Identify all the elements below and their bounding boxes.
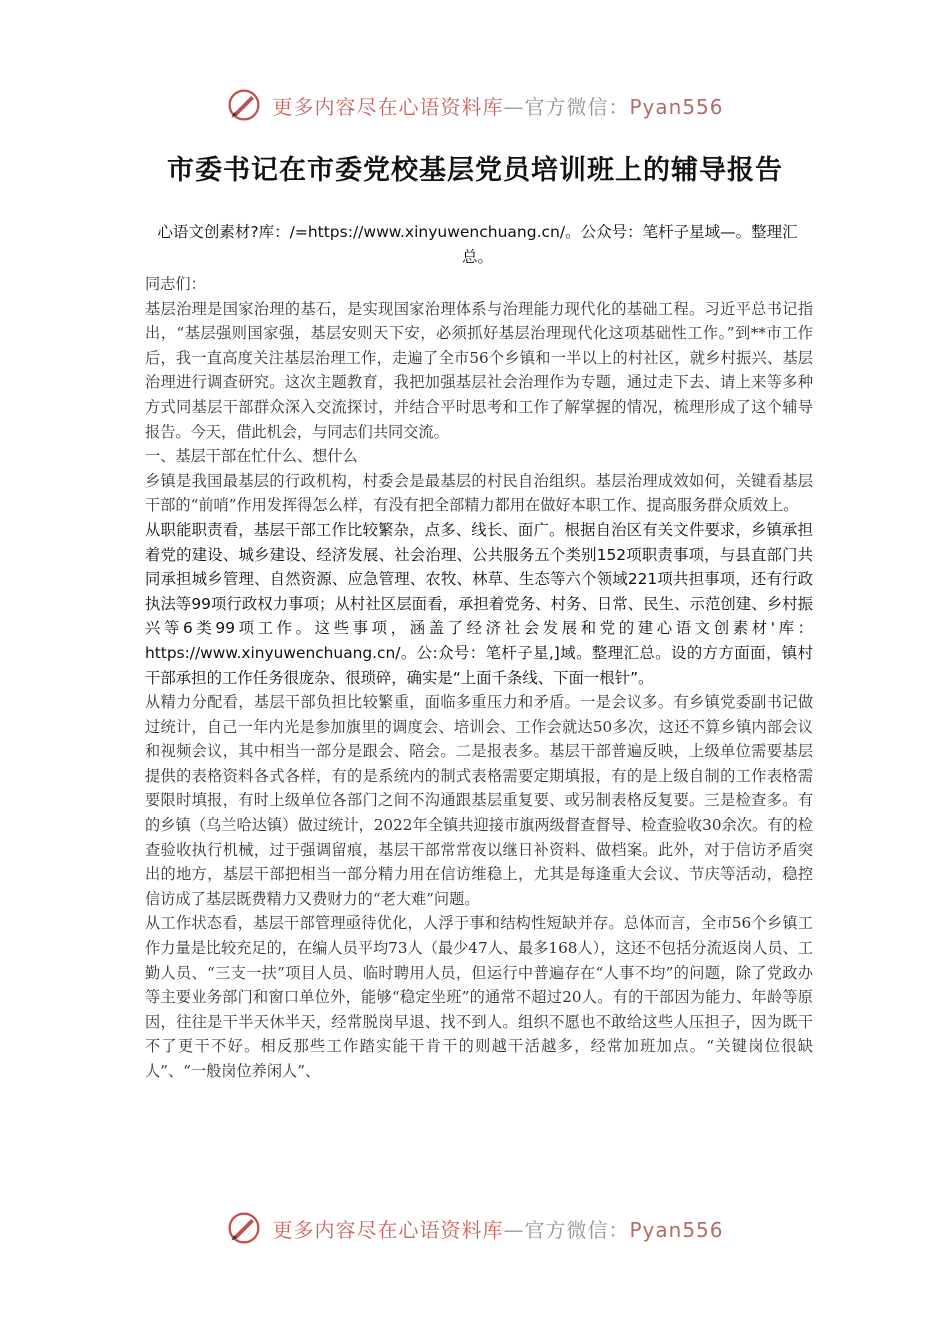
banner-wechat-label: 官方微信：: [524, 94, 630, 119]
banner-main-text: 更多内容尽在心语资料库: [272, 1217, 504, 1242]
pen-logo-icon: [226, 1210, 262, 1246]
banner-text: [272, 91, 723, 120]
section-heading: 一、基层干部在忙什么、想什么: [145, 447, 358, 466]
banner-main-text: 更多内容尽在心语资料库: [272, 94, 504, 119]
pen-logo-icon: [226, 87, 262, 123]
body-paragraph: 从工作状态看，基层干部管理亟待优化，人浮于事和结构性短缺并存。总体而言，全市56个乡镇工作力量是比较充足的，在编人员平均73人（最少47人、最多168人），这还不包括分流返岗人员、工勤人员、“三支一扶”项目人员、临时聘用人员，但运行中普遍存在“人事不均”的问题，除了党政办等主要业务部门和窗口单位外，能够“稳定坐班”的通常不超过20人。有的干部因为能力、年龄等原因，往往是干半天休半天，经常脱岗早退、找不到人。组织不愿也不敢给这些人压担子，因为既干不了更干不好。相反那些工作踏实能干肯干的则越干活越多，经常加班加点。“关键岗位很缺人”、“一般岗位养闲人”、: [145, 914, 813, 1080]
salutation: 同志们：: [145, 275, 206, 293]
body-paragraph: 从精力分配看，基层干部负担比较繁重，面临多重压力和矛盾。一是会议多。有乡镇党委副书记做过统计，自己一年内光是参加旗里的调度会、培训会、工作会就达50多次，这还不算乡镇内部会议和视频会议，其中相当一部分是跟会、陪会。二是报表多。基层干部普遍反映，上级单位需要基层提供的表格资料各式各样，有的是系统内的制式表格需要定期填报，有的是上级自制的工作表格需要限时填报，有时上级单位各部门之间不沟通跟基层重复要、或另制表格反复要。三是检查多。有的乡镇（乌兰哈达镇）做过统计，2022年全镇共迎接市旗两级督查督导、检查验收30余次。有的检查验收执行机械，过于强调留痕，基层干部常常夜以继日补资料、做档案。此外，对于信访矛盾突出的地方，基层干部把相当一部分精力用在信访维稳上，尤其是每逢重大会议、节庆等活动，稳控信访成了基层既费精力又费财力的“老大难”问题。: [145, 693, 813, 908]
banner-separator: —: [503, 1217, 525, 1242]
footer-banner: [0, 1203, 950, 1253]
body-paragraph: 基层治理是国家治理的基石，是实现国家治理体系与治理能力现代化的基础工程。习近平总书记指出，“基层强则国家强，基层安则天下安，必须抓好基层治理现代化这项基础性工作。”到**市工作后，我一直高度关注基层治理工作，走遍了全市56个乡镇和一半以上的村社区，就乡村振兴、基层治理进行调查研究。这次主题教育，我把加强基层社会治理作为专题，通过走下去、请上来等多种方式同基层干部群众深入交流探讨，并结合平时思考和工作了解掌握的情况，梳理形成了这个辅导报告。今天，借此机会，与同志们共同交流。: [145, 299, 813, 441]
banner-separator: —: [503, 94, 525, 119]
banner-text: [272, 1214, 723, 1243]
header-banner: [0, 80, 950, 130]
body-paragraph: 乡镇是我国最基层的行政机构，村委会是最基层的村民自治组织。基层治理成效如何，关键看基层干部的“前哨”作用发挥得怎么样，有没有把全部精力都用在做好本职工作、提高服务群众质效上。: [145, 471, 813, 515]
document-title: 市委书记在市委党校基层党员培训班上的辅导报告: [167, 155, 783, 186]
banner-wechat-id: Pyan556: [629, 94, 724, 119]
document-subtitle: 心语文创素材?库：/=https://www.xinyuwenchuang.cn/。公众号：笔杆子星域—。整理汇总。: [157, 223, 798, 266]
document-body: [145, 272, 813, 1084]
body-paragraph-bold: 从职能职责看，基层干部工作比较繁杂，点多、线长、面广。根据自治区有关文件要求，乡镇承担着党的建设、城乡建设、经济发展、社会治理、公共服务五个类别152项职责事项，与县直部门共同承担城乡管理、自然资源、应急管理、农牧、林草、生态等六个领域221项共担事项，还有行政执法等99项行政权力事项；从村社区层面看，承担着党务、村务、日常、民生、示范创建、乡村振兴等6类99项工作。这些事项，涵盖了经济社会发展和党的建心语文创素材'库：https://www.xinyuwenchuang.cn/。公:众号：笔杆子星,]域。整理汇总。设的方方面面，镇村干部承担的工作任务很庞杂、很琐碎，确实是“上面千条线、下面一根针”。: [145, 520, 813, 687]
banner-wechat-id: Pyan556: [629, 1217, 724, 1242]
banner-wechat-label: 官方微信：: [524, 1217, 630, 1242]
